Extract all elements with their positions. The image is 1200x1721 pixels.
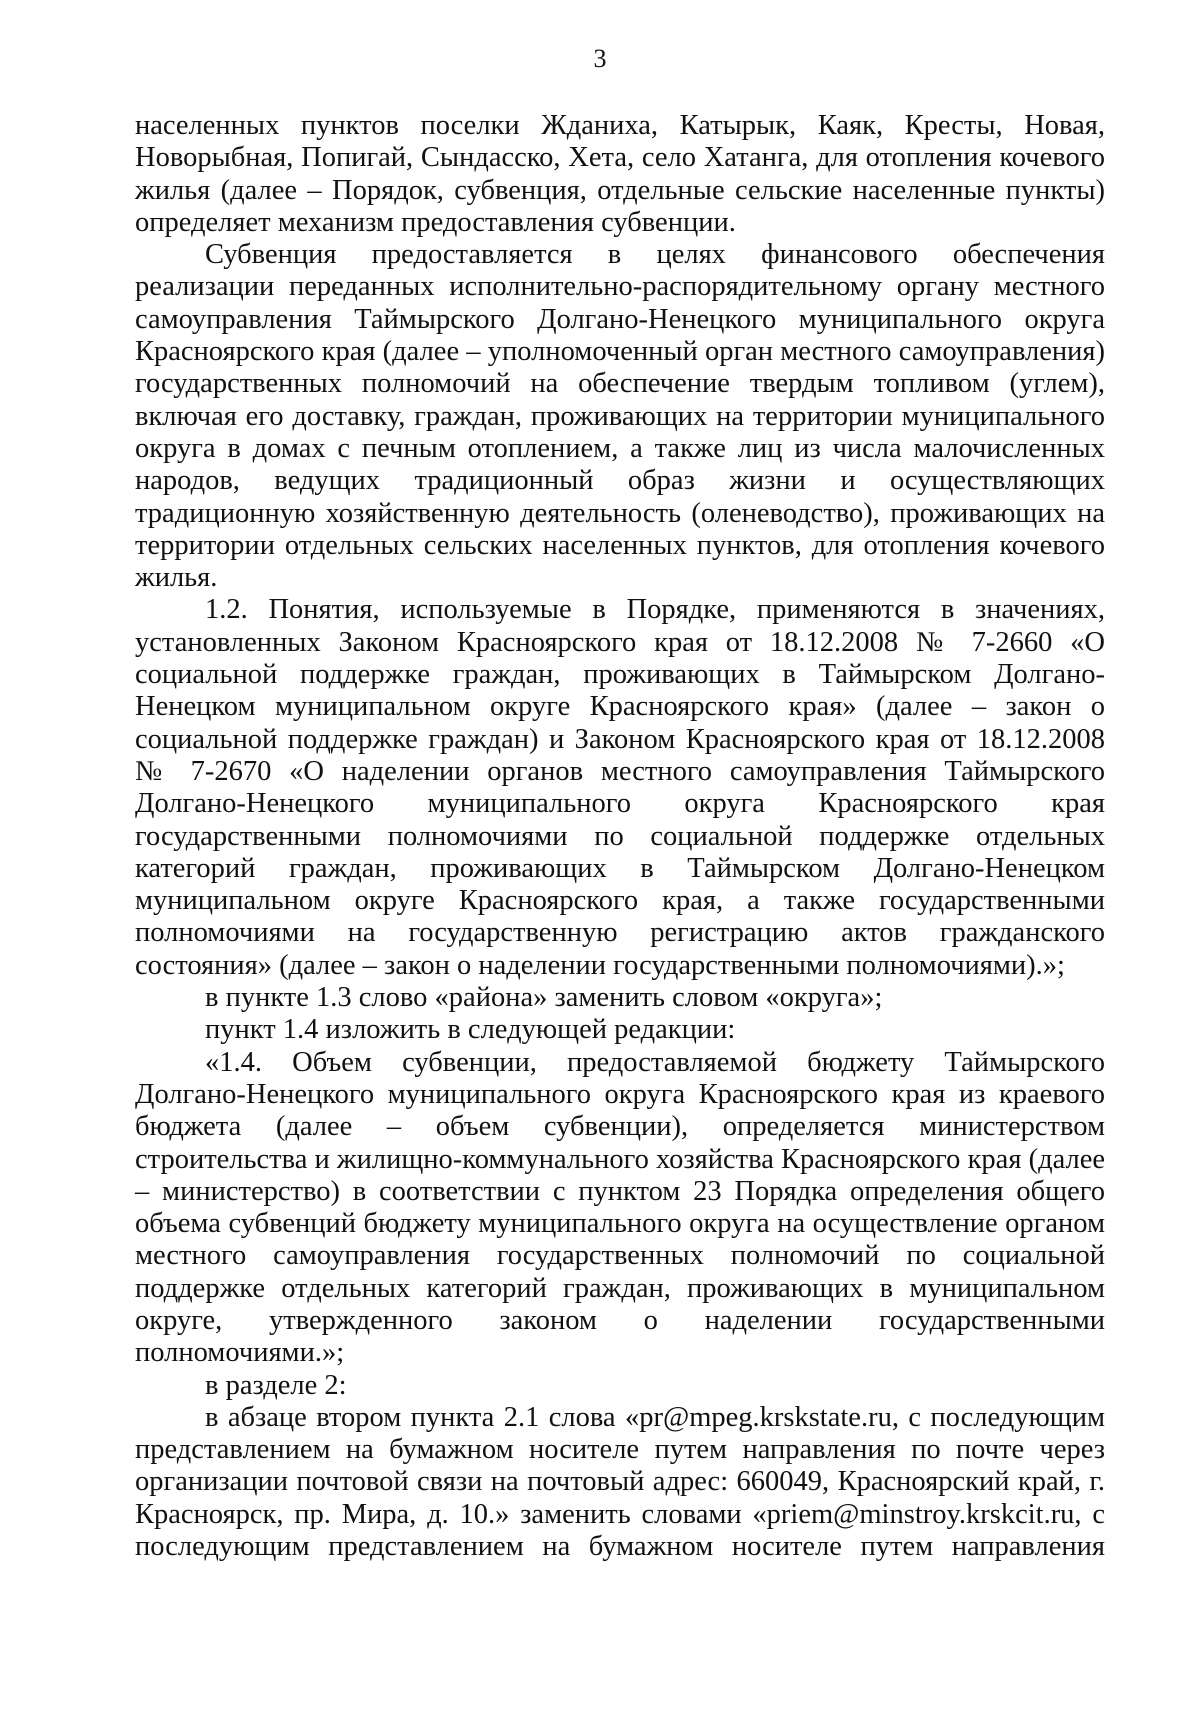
paragraph-section-2-intro: в разделе 2: — [205, 1369, 347, 1401]
paragraph-continuation: населенных пунктов поселки Жданиха, Катырык, Каяк, Кресты, Новая, Новорыбная, Попигай, Сындасско, Хета, село Хатанга, для отопления кочевого жилья (далее – Порядок, субвенция, отдельные сельские населенные пункты) определяет механизм предоставления субвенции. — [135, 110, 1105, 238]
document-body — [135, 110, 1105, 1563]
page-number: 3 — [593, 44, 607, 73]
paragraph-item-1-4: «1.4. Объем субвенции, предоставляемой бюджету Таймырского Долгано-Ненецкого муниципального округа Красноярского края из краевого бюджета (далее – объем субвенции), определяется министерством строительства и жилищно-коммунального хозяйства Красноярского края (далее – министерство) в соответствии с пунктом 23 Порядка определения общего объема субвенций бюджету муниципального округа на осуществление органом местного самоуправления государственных полномочий по социальной поддержке отдельных категорий граждан, проживающих в муниципальном округе, утвержденного законом о наделении государственными полномочиями.»; — [135, 1046, 1105, 1369]
paragraph-item-1-3-change: в пункте 1.3 слово «района» заменить словом «округа»; — [205, 982, 883, 1014]
paragraph-item-1-2: 1.2. Понятия, используемые в Порядке, применяются в значениях, установленных Законом Красноярского края от 18.12.2008 № 7-2660 «О социальной поддержке граждан, проживающих в Таймырском Долгано-Ненецком муниципальном округе Красноярского края» (далее – закон о социальной поддержке граждан) и Законом Красноярского края от 18.12.2008 № 7-2670 «О наделении органов местного самоуправления Таймырского Долгано-Ненецкого муниципального округа Красноярского края государственными полномочиями по социальной поддержке отдельных категорий граждан, проживающих в Таймырском Долгано-Ненецком муниципальном округе Красноярского края, а также государственными полномочиями на государственную регистрацию актов гражданского состояния» (далее – закон о наделении государственными полномочиями).»; — [135, 594, 1105, 981]
paragraph-item-2-1-change: в абзаце втором пункта 2.1 слова «pr@mpeg.krskstate.ru, с последующим представлением на бумажном носителе путем направления по почте через организации почтовой связи на почтовый адрес: 660049, Красноярский край, г. Красноярск, пр. Мира, д. 10.» заменить словами «priem@minstroy.krskcit.ru, с последующим представлением на бумажном носителе путем направления — [135, 1401, 1105, 1563]
paragraph-subvention-purpose: Субвенция предоставляется в целях финансового обеспечения реализации переданных исполнительно-распорядительному органу местного самоуправления Таймырского Долгано-Ненецкого муниципального округа Красноярского края (далее – уполномоченный орган местного самоуправления) государственных полномочий на обеспечение твердым топливом (углем), включая его доставку, граждан, проживающих на территории муниципального округа в домах с печным отоплением, а также лиц из числа малочисленных народов, ведущих традиционный образ жизни и осуществляющих традиционную хозяйственную деятельность (оленеводство), проживающих на территории отдельных сельских населенных пунктов, для отопления кочевого жилья. — [135, 239, 1105, 594]
paragraph-item-1-4-intro: пункт 1.4 изложить в следующей редакции: — [205, 1014, 736, 1046]
